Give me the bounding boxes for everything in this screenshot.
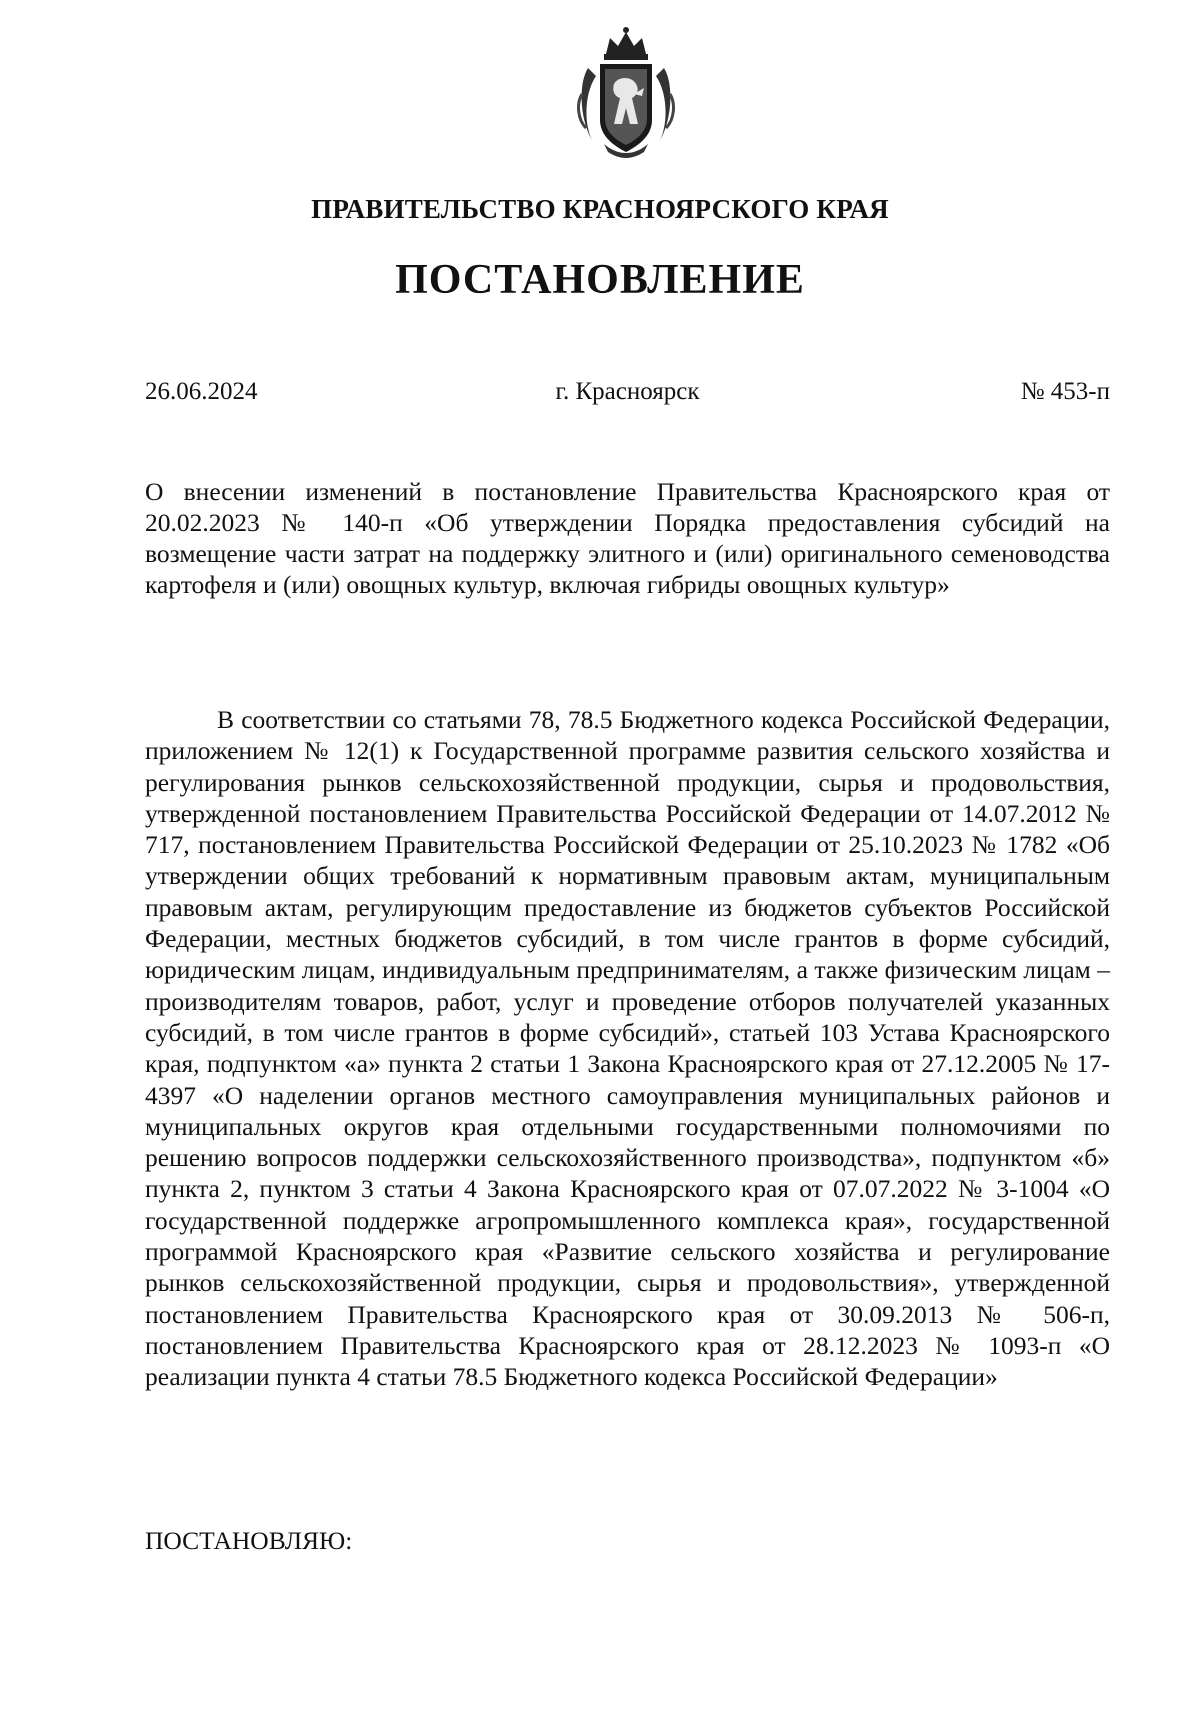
coat-of-arms-icon — [574, 24, 678, 158]
document-subject: О внесении изменений в постановление Правительства Красноярского края от 20.02.2023 № 140-п «Об утверждении Порядка предоставления субсидий на возмещение части затрат на поддержку элитного и (или) оригинального семеноводства картофеля и (или) овощных культур, включая гибриды овощных культур» — [145, 477, 1110, 599]
document-meta-row — [145, 378, 1110, 412]
document-city: г. Красноярск — [555, 378, 700, 405]
document-number: № 453-п — [1020, 378, 1110, 405]
document-body-paragraph: В соответствии со статьями 78, 78.5 Бюджетного кодекса Российской Федерации, приложением № 12(1) к Государственной программе развития сельского хозяйства и регулирования рынков сельскохозяйственной продукции, сырья и продовольствия, утвержденной постановлением Правительства Российской Федерации от 14.07.2012 № 717, постановлением Правительства Российской Федерации от 25.10.2023 № 1782 «Об утверждении общих требований к нормативным правовым актам, муниципальным правовым актам, регулирующим предоставление из бюджетов субъектов Российской Федерации, местных бюджетов субсидий, в том числе грантов в форме субсидий, юридическим лицам, индивидуальным предпринимателям, а также физическим лицам – производителям товаров, работ, услуг и проведение отборов получателей указанных субсидий, в том числе грантов в форме субсидий», статьей 103 Устава Красноярского края, подпунктом «а» пункта 2 статьи 1 Закона Красноярского края от 27.12.2005 № 17-4397 «О наделении органов местного самоуправления муниципальных районов и муниципальных округов края отдельными государственными полномочиями по решению вопросов поддержки сельскохозяйственного производства», подпунктом «б» пункта 2, пунктом 3 статьи 4 Закона Красноярского края от 07.07.2022 № 3-1004 «О государственной поддержке агропромышленного комплекса края», государственной программой Красноярского края «Развитие сельского хозяйства и регулирование рынков сельскохозяйственной продукции, сырья и продовольствия», утвержденной постановлением Правительства Красноярского края от 30.09.2013 № 506-п, постановлением Правительства Красноярского края от 28.12.2023 № 1093-п «О реализации пункта 4 статьи 78.5 Бюджетного кодекса Российской Федерации» — [145, 705, 1110, 1392]
document-type-title: ПОСТАНОВЛЕНИЕ — [395, 257, 805, 303]
organization-name: ПРАВИТЕЛЬСТВО КРАСНОЯРСКОГО КРАЯ — [311, 194, 889, 224]
decree-statement: ПОСТАНОВЛЯЮ: — [145, 1526, 353, 1555]
document-date: 26.06.2024 — [145, 378, 258, 405]
